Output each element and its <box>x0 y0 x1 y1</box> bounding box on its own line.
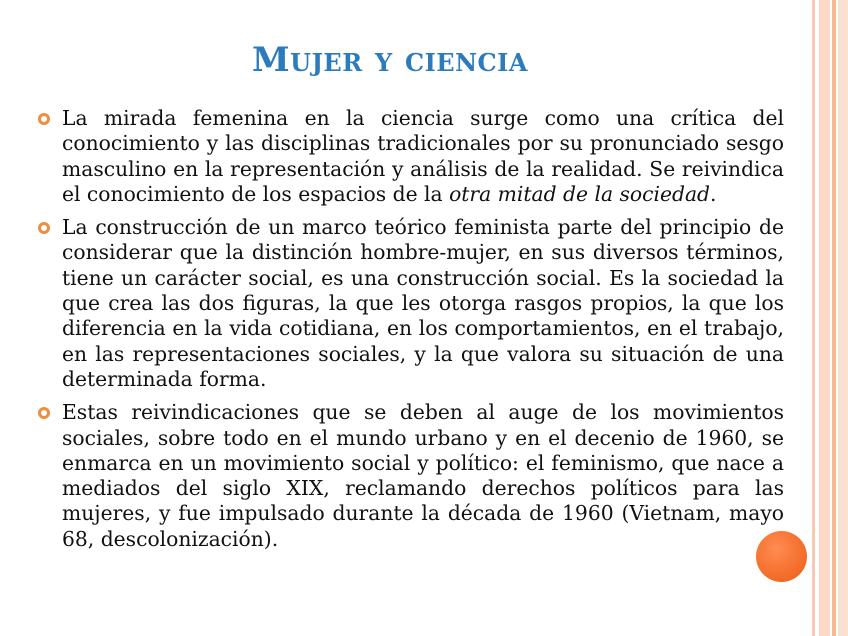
bullet-ring-icon <box>38 222 50 234</box>
bullet-emphasis: otra mitad de la sociedad <box>449 181 711 206</box>
bullet-item <box>36 106 784 207</box>
bullet-text: La construcción de un marco teórico feminista parte del principio de considerar que la distinción hombre-mujer, en sus diversos términos, tiene un carácter social, es una construcción social. Es la sociedad la que crea las dos figuras, la que les otorga rasgos propios, la que los diferencia en la vida cotidiana, en los comportamientos, en el trabajo, en las representaciones sociales, y la que valora su situación de una determinada forma. <box>62 215 784 391</box>
bullet-item <box>36 215 784 392</box>
bullet-text: Estas reivindicaciones que se deben al auge de los movimientos sociales, sobre todo en el mundo urbano y en el decenio de 1960, se enmarca en un movimiento social y político: el feminismo, que nace a mediados del siglo XIX, reclamando derechos políticos para las mujeres, y fue impulsado durante la década de 1960 (Vietnam, mayo 68, descolonización). <box>62 400 784 551</box>
decorative-stripe <box>838 0 848 636</box>
bullet-ring-icon <box>38 113 50 125</box>
bullet-ring-icon <box>38 407 50 419</box>
decorative-stripe <box>819 0 830 636</box>
bullet-text: La mirada femenina en la ciencia surge como una crítica del conocimiento y las disciplinas tradicionales por su pronunciado sesgo masculino en la representación y análisis de la realidad. Se reivindica el conocimiento de los espacios de la <box>62 106 784 206</box>
slide-title: Mujer y ciencia <box>252 40 528 80</box>
bullet-list <box>36 106 784 560</box>
decorative-stripe <box>812 0 815 636</box>
decorative-stripe <box>832 0 836 636</box>
bullet-text-end: . <box>710 181 717 206</box>
orange-circle-icon <box>756 531 807 582</box>
bullet-item <box>36 400 784 552</box>
